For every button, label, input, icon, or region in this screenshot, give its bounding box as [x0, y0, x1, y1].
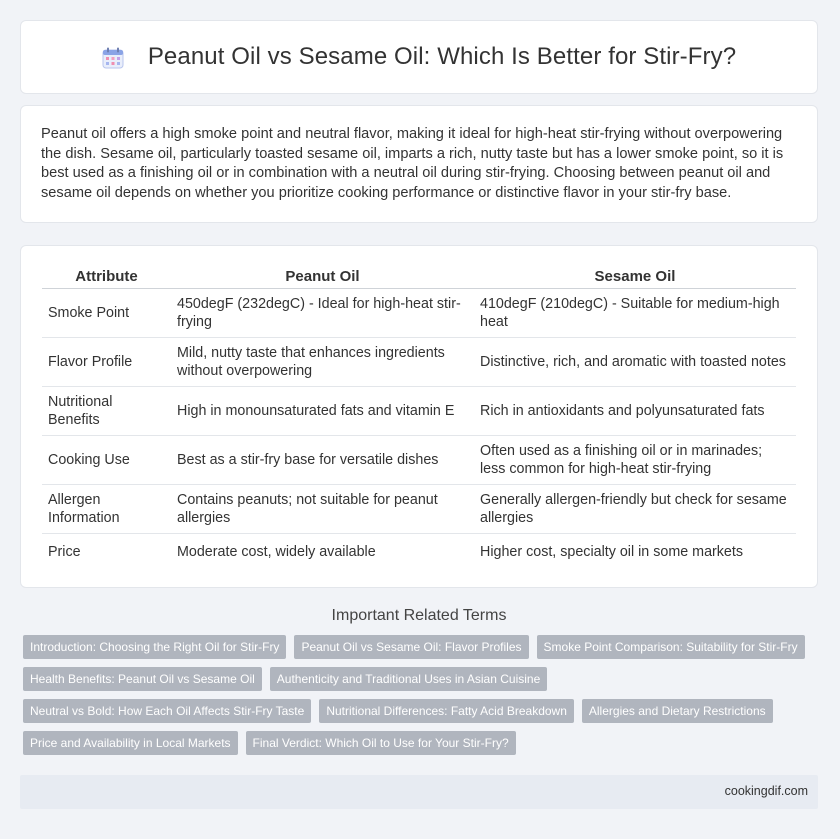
- row-sesame-value: Generally allergen-friendly but check for sesame allergies: [474, 485, 796, 534]
- title-wrap: [102, 43, 736, 71]
- calendar-icon: [102, 47, 124, 69]
- row-sesame-value: 410degF (210degC) - Suitable for medium-high heat: [474, 289, 796, 338]
- table-row: [42, 289, 796, 338]
- footer-site-link[interactable]: cookingdif.com: [724, 784, 808, 798]
- intro-card: [20, 105, 818, 223]
- related-term-tag[interactable]: Introduction: Choosing the Right Oil for Stir-Fry: [23, 635, 286, 659]
- related-term-tag[interactable]: Neutral vs Bold: How Each Oil Affects Stir-Fry Taste: [23, 699, 311, 723]
- header-peanut-oil: Peanut Oil: [171, 263, 474, 289]
- row-peanut-value: Contains peanuts; not suitable for peanut allergies: [171, 485, 474, 534]
- row-sesame-value: Higher cost, specialty oil in some markets: [480, 544, 743, 560]
- related-term-tag[interactable]: Final Verdict: Which Oil to Use for Your Stir-Fry?: [246, 731, 516, 755]
- related-term-tag[interactable]: Price and Availability in Local Markets: [23, 731, 238, 755]
- row-sesame-value: Rich in antioxidants and polyunsaturated fats: [474, 387, 796, 436]
- related-term-tag[interactable]: Health Benefits: Peanut Oil vs Sesame Oil: [23, 667, 262, 691]
- intro-paragraph: Peanut oil offers a high smoke point and neutral flavor, making it ideal for high-heat stir-frying without overpowering the dish. Sesame oil, particularly toasted sesame oil, imparts a rich, nutty taste but has a lower smoke point, so it is best used as a finishing oil or in combination with a neutral oil during stir-frying. Choosing between peanut oil and sesame oil depends on whether you prioritize cooking performance or distinctive flavor in your stir-fry base.: [41, 126, 784, 201]
- comparison-table: [42, 263, 796, 570]
- related-terms-title: Important Related Terms: [331, 607, 507, 624]
- row-attribute: Cooking Use: [42, 436, 171, 485]
- header-attribute: Attribute: [42, 263, 171, 289]
- row-attribute: Smoke Point: [42, 289, 171, 338]
- table-row: [42, 387, 796, 436]
- related-term-tag[interactable]: Smoke Point Comparison: Suitability for Stir-Fry: [537, 635, 805, 659]
- table-row: [42, 338, 796, 387]
- row-peanut-value: 450degF (232degC) - Ideal for high-heat stir-frying: [171, 289, 474, 338]
- table-row: [42, 534, 796, 570]
- row-attribute: Flavor Profile: [42, 338, 171, 387]
- row-attribute: Nutritional Benefits: [42, 387, 171, 436]
- related-terms-tags: [20, 635, 818, 755]
- related-term-tag[interactable]: Nutritional Differences: Fatty Acid Breakdown: [319, 699, 574, 723]
- table-header-row: [42, 263, 796, 289]
- row-sesame-value: Often used as a finishing oil or in marinades; less common for high-heat stir-frying: [474, 436, 796, 485]
- related-term-tag[interactable]: Allergies and Dietary Restrictions: [582, 699, 773, 723]
- row-peanut-value: Best as a stir-fry base for versatile dishes: [171, 436, 474, 485]
- page-title: Peanut Oil vs Sesame Oil: Which Is Better for Stir-Fry?: [147, 43, 737, 70]
- table-row: [42, 485, 796, 534]
- comparison-table-card: [20, 245, 818, 588]
- row-attribute: Allergen Information: [42, 485, 171, 534]
- related-term-tag[interactable]: Peanut Oil vs Sesame Oil: Flavor Profiles: [294, 635, 528, 659]
- footer: [20, 775, 818, 809]
- related-terms-section: [20, 607, 818, 755]
- related-term-tag[interactable]: Authenticity and Traditional Uses in Asian Cuisine: [270, 667, 547, 691]
- row-peanut-value: Moderate cost, widely available: [177, 544, 376, 560]
- header-sesame-oil: Sesame Oil: [474, 263, 796, 289]
- row-peanut-value: Mild, nutty taste that enhances ingredients without overpowering: [171, 338, 474, 387]
- row-sesame-value: Distinctive, rich, and aromatic with toasted notes: [474, 338, 796, 387]
- table-row: [42, 436, 796, 485]
- row-peanut-value: High in monounsaturated fats and vitamin E: [171, 387, 474, 436]
- title-card: [20, 20, 818, 94]
- row-attribute: Price: [48, 544, 81, 560]
